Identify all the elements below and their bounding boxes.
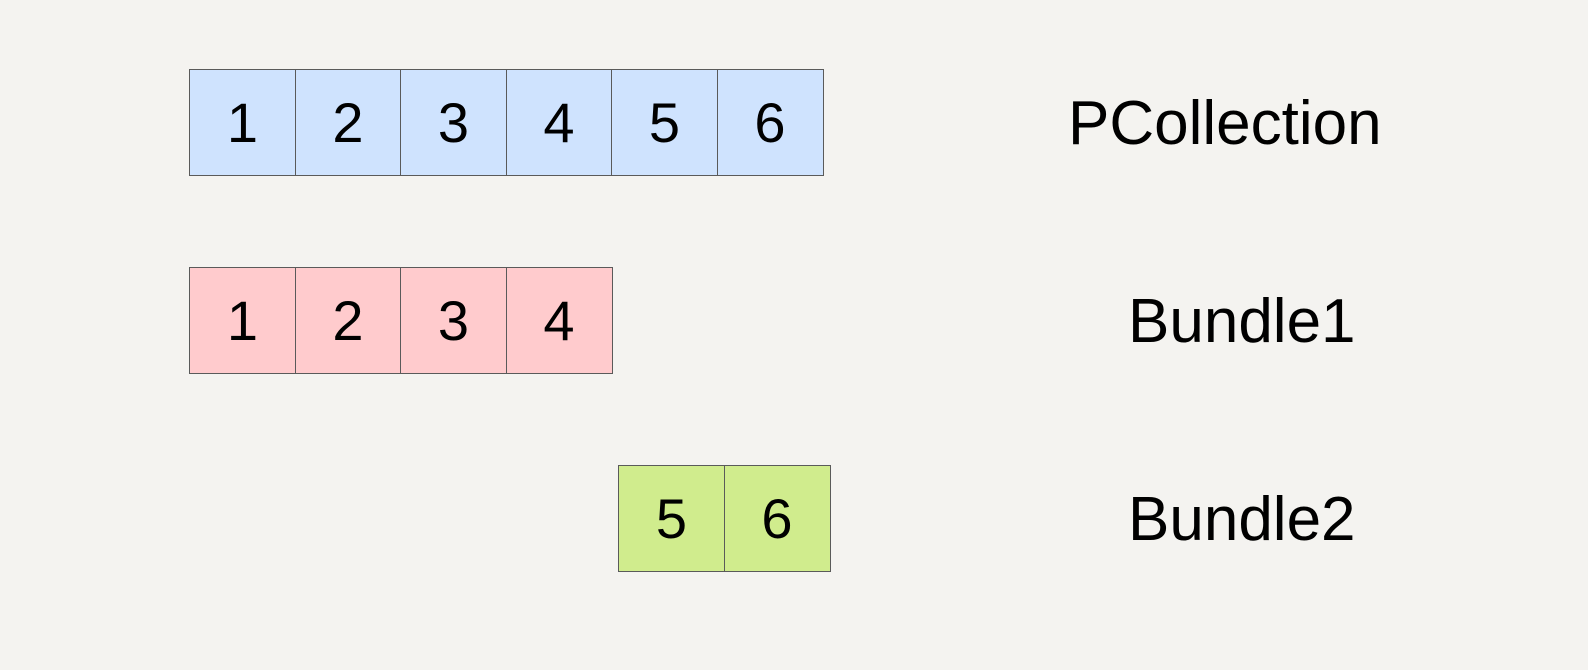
pcollection-row <box>189 69 822 176</box>
pcollection-element: 3 <box>400 69 507 176</box>
bundle1-row <box>189 267 611 374</box>
pcollection-element: 6 <box>717 69 824 176</box>
bundle1-element: 4 <box>506 267 613 374</box>
pcollection-element: 4 <box>506 69 613 176</box>
bundle1-element: 3 <box>400 267 507 374</box>
pcollection-element: 2 <box>295 69 402 176</box>
bundle2-element: 5 <box>618 465 725 572</box>
bundle1-element: 2 <box>295 267 402 374</box>
bundle1-label: Bundle1 <box>1128 287 1356 356</box>
pcollection-label: PCollection <box>1068 89 1382 158</box>
bundle2-element: 6 <box>724 465 831 572</box>
bundle1-element: 1 <box>189 267 296 374</box>
pcollection-element: 1 <box>189 69 296 176</box>
pcollection-element: 5 <box>611 69 718 176</box>
bundle2-label: Bundle2 <box>1128 485 1356 554</box>
bundle2-row <box>618 465 829 572</box>
